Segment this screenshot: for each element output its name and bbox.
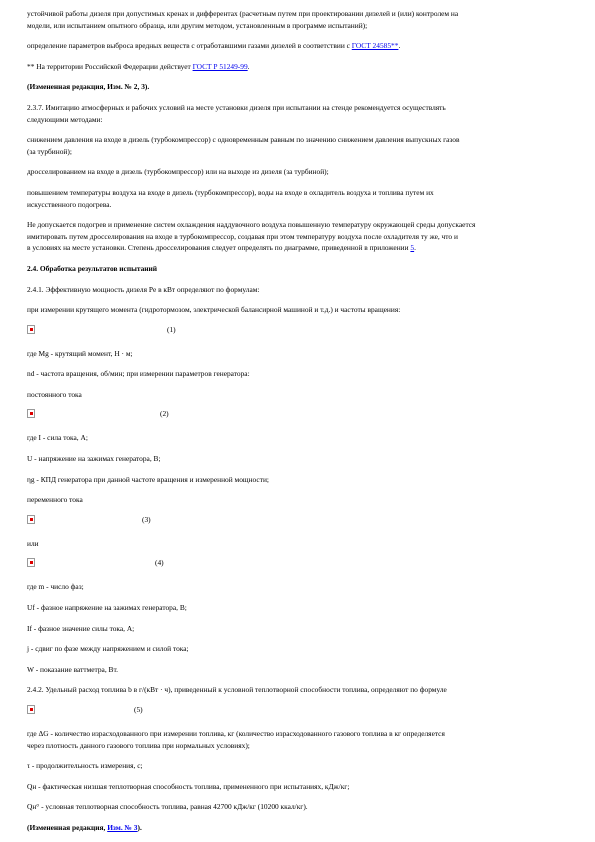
- broken-image-icon: [27, 325, 35, 334]
- method-throttling: дросселированием на входе в дизель (турбокомпрессор) или на выходе из дизеля (за турбиной);: [27, 167, 329, 177]
- text-line: устойчивой работы дизеля при допустимых кренах и дифферентах (расчетным путем при проектировании дизелей и (или) контролем на: [27, 9, 459, 18]
- formula-number: (2): [160, 409, 169, 419]
- method-heating: повышением температуры воздуха на входе в дизель (турбокомпрессор), воды на входе в охладитель воздуха и топлива путем их искусственного подогрева.: [27, 187, 434, 209]
- text-line: U - напряжение на зажимах генератора, В;: [27, 454, 161, 464]
- revision-note: (Измененная редакция, Изм. № 3).: [27, 822, 142, 832]
- formula-number: (5): [134, 705, 143, 714]
- text-line: ηg - КПД генератора при данной частоте вращения и измеренной мощности;: [27, 474, 269, 484]
- broken-image-icon: [27, 705, 35, 714]
- text-line: постоянного тока: [27, 389, 82, 399]
- formula-1: [27, 325, 572, 339]
- text-line: при измерении крутящего момента (гидротормозом, электрической балансирной машиной и т.д.) и частоты вращения:: [27, 305, 401, 315]
- paragraph-emissions: определение параметров выброса вредных веществ с отработавшими газами дизелей в соответствии с ГОСТ 24585**.: [27, 41, 401, 51]
- link-gost-r-51249[interactable]: ГОСТ Р 51249-99: [192, 61, 248, 71]
- text-line: модели, или испытанием опытного образца, или другим методом, установленным в программе испытаний);: [27, 20, 368, 30]
- clause-2-4-2: 2.4.2. Удельный расход топлива b в г/(кВт · ч), приведенный к условной теплотворной способности топлива, определяют по формуле: [27, 685, 447, 695]
- text-line: Uf - фазное напряжение на зажимах генератора, В;: [27, 603, 187, 613]
- link-amendment-3[interactable]: Изм. № 3: [107, 822, 138, 832]
- section-heading-2-4: 2.4. Обработка результатов испытаний: [27, 263, 158, 273]
- clause-2-3-7: 2.3.7. Имитацию атмосферных и рабочих условий на месте установки дизеля при испытании на стенде рекомендуется осуществлять следующими методами:: [27, 102, 446, 124]
- paragraph-cooling: Не допускается подогрев и применение систем охлаждения наддувочного воздуха повышенную температуру окружающей среды допускается имитировать путем дросселирования на входе в турбокомпрессор, создавая при этом температуру воздуха после охладителя ту же, что и в условиях на месте установки. Степень дросселирования следует определять по диаграмме, приведенной в приложении 5.: [27, 220, 476, 253]
- text-line: Qн° - условная теплотворная способность топлива, равная 42700 кДж/кг (10200 ккал/кг).: [27, 802, 308, 812]
- text-line: где I - сила тока, А;: [27, 433, 88, 443]
- revision-note: (Измененная редакция, Изм. № 2, 3).: [27, 82, 150, 92]
- formula-4: [27, 558, 572, 572]
- formula-5: [27, 705, 572, 719]
- text-line: где Mg - крутящий момент, Н · м;: [27, 348, 133, 358]
- text-line: If - фазное значение силы тока, А;: [27, 623, 135, 633]
- formula-number: (4): [155, 558, 164, 568]
- broken-image-icon: [27, 409, 35, 418]
- formula-number: (1): [167, 324, 176, 334]
- method-pressure: снижением давления на входе в дизель (турбокомпрессор) с одновременным равным по значению снижением давления выпускных газов (за турбиной);: [27, 135, 460, 156]
- text-line: j - сдвиг по фазе между напряжением и силой тока;: [27, 644, 189, 654]
- link-appendix-5[interactable]: 5: [410, 243, 415, 253]
- formula-number: (3): [142, 514, 151, 524]
- text-line: где ΔG - количество израсходованного при измерении топлива, кг (количество израсходованного газового топлива в кг определяется через плотность данного газового топлива при нормальных условиях);: [27, 729, 445, 750]
- text-line: переменного тока: [27, 495, 83, 505]
- text-line: или: [27, 538, 39, 548]
- text-line: W - показание ваттметра, Вт.: [27, 664, 118, 674]
- link-gost-24585[interactable]: ГОСТ 24585**: [351, 41, 399, 51]
- clause-2-4-1: 2.4.1. Эффективную мощность дизеля Pe в кВт определяют по формулам:: [27, 284, 260, 294]
- footnote: ** На территории Российской Федерации действует ГОСТ Р 51249-99.: [27, 61, 250, 71]
- text-line: где m - число фаз;: [27, 582, 84, 592]
- formula-2: [27, 409, 572, 423]
- document-page: [27, 8, 572, 834]
- broken-image-icon: [27, 515, 35, 524]
- text-line: Qн - фактическая низшая теплотворная способность топлива, примененного при испытаниях, кДж/кг;: [27, 781, 350, 791]
- text-line: nd - частота вращения, об/мин; при измерении параметров генератора:: [27, 369, 250, 379]
- formula-3: [27, 515, 572, 529]
- text-line: τ - продолжительность измерения, с;: [27, 761, 143, 771]
- broken-image-icon: [27, 558, 35, 567]
